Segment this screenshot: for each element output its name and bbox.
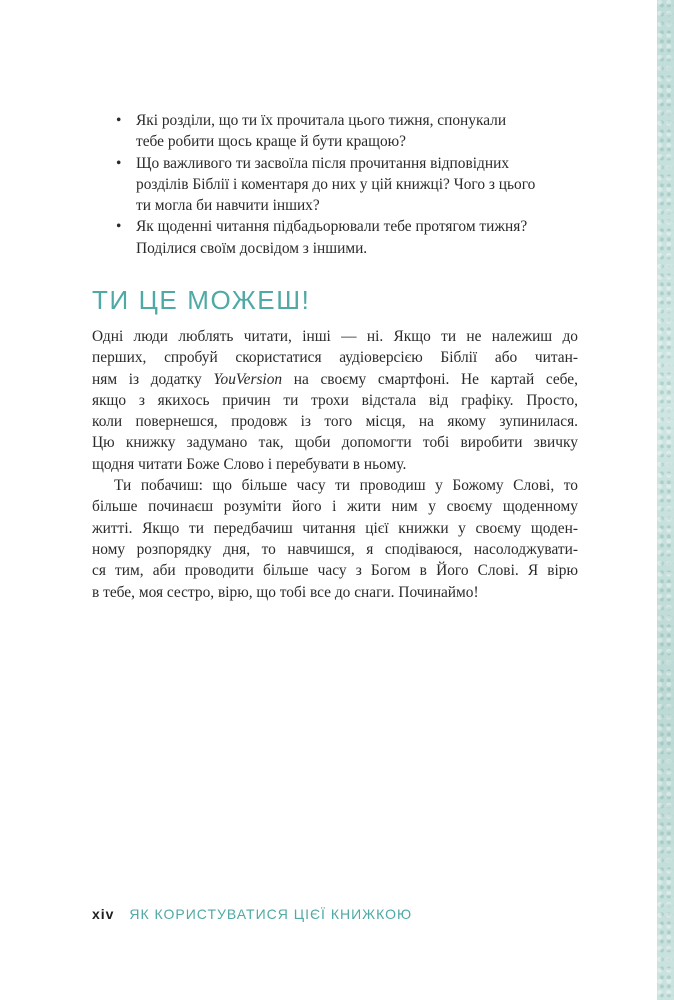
body-text — [92, 326, 578, 603]
discussion-questions-list — [114, 110, 564, 259]
page-footer — [92, 906, 412, 922]
paragraph-1 — [92, 326, 578, 475]
question-line: Які розділи, що ти їх прочитала цього тижня, спонукали — [136, 112, 507, 129]
text-line: Одні люди люблять читати, інші — ні. Якщо ти не належиш до — [92, 328, 578, 345]
list-item — [114, 153, 564, 217]
text-line: коли повернешся, продовж із того місця, на якому зупинилася. — [92, 413, 578, 431]
question-line: тебе робити щось краще й бути кращою? — [136, 133, 407, 151]
list-item — [114, 110, 564, 153]
text-line: якщо з якихось причин ти трохи відстала від графіку. Просто, — [92, 391, 578, 409]
bullet-icon: • — [116, 112, 122, 129]
question-line: Як щоденні читання підбадьорювали тебе протягом тижня? — [136, 218, 528, 236]
page-number: xiv — [92, 906, 115, 922]
page-edge-decoration — [657, 0, 674, 1000]
question-line: розділів Біблії і коментаря до них у цій книжці? Чого з цього — [136, 175, 536, 193]
text-line: більше починаєш розуміти його і жити ним у своєму щоденному — [92, 498, 578, 516]
bullet-icon: • — [116, 218, 122, 236]
text-line: ному розпорядку дня, то навчишся, я сподіваюся, насолоджувати- — [92, 540, 578, 558]
question-line: Що важливого ти засвоїла після прочитання відповідних — [136, 154, 510, 172]
bullet-icon: • — [116, 154, 122, 172]
text-fragment: на своєму смартфоні. Не картай себе, — [293, 370, 578, 388]
text-fragment: ням із додатку — [92, 370, 202, 388]
text-line: ся тим, аби проводити більше часу з Богом в Його Слові. Я вірю — [92, 562, 578, 580]
text-line: Ти побачиш: що більше часу ти проводиш у Божому Слові, то — [114, 477, 578, 495]
question-line: Поділися своїм досвідом з іншими. — [136, 239, 368, 257]
text-line: житті. Якщо ти передбачиш читання цієї книжки у своєму щоден- — [92, 519, 578, 537]
question-line: ти могла би навчити інших? — [136, 197, 320, 215]
text-line: Цю книжку задумано так, щоби допомогти тобі виробити звичку — [92, 434, 578, 452]
paragraph-2 — [92, 475, 578, 603]
text-line: щодня читати Боже Слово і перебувати в ньому. — [92, 455, 407, 473]
section-heading: ТИ ЦЕ МОЖЕШ! — [92, 285, 311, 315]
running-head: ЯК КОРИСТУВАТИСЯ ЦІЄЇ КНИЖКОЮ — [129, 906, 413, 922]
list-item — [114, 216, 564, 259]
text-line — [92, 369, 578, 390]
text-line: в тебе, моя сестро, вірю, що тобі все до снаги. Починаймо! — [92, 583, 479, 601]
app-name: YouVersion — [213, 370, 283, 388]
text-line: перших, спробуй скористатися аудіоверсією Біблії або читан- — [92, 349, 578, 367]
